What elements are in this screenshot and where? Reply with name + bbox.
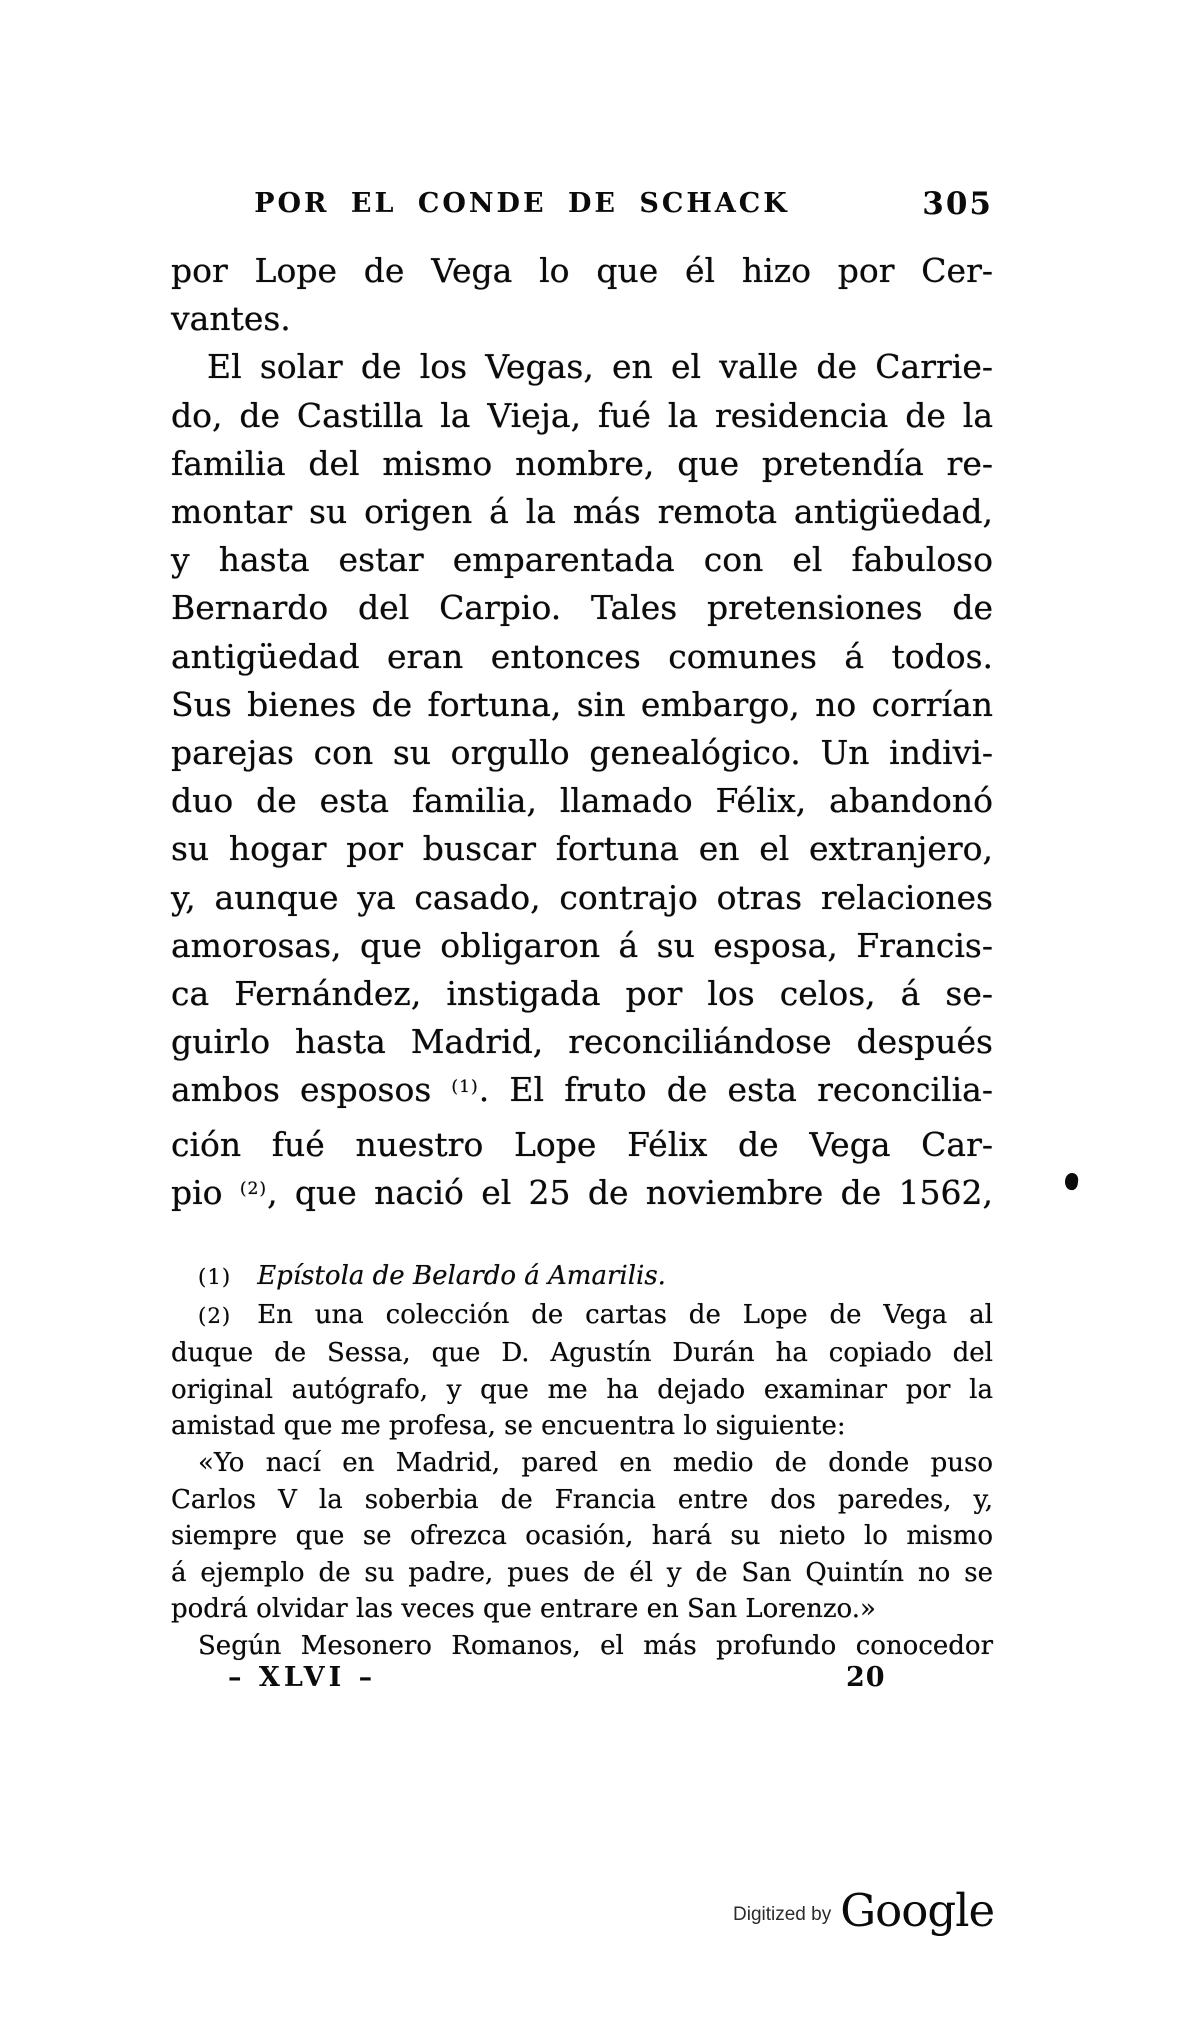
body-line: ca Fernández, instigada por los celos, á se- — [171, 974, 993, 1014]
footnote-line: á ejemplo de su padre, pues de él y de San Quintín no se — [171, 1557, 993, 1588]
body-line: parejas con su orgullo genealógico. Un indivi- — [171, 733, 993, 773]
digitization-watermark — [733, 1884, 994, 1937]
body-line: y, aunque ya casado, contrajo otras relaciones — [171, 877, 993, 917]
body-line: do, de Castilla la Vieja, fué la residencia de la — [171, 395, 993, 435]
body-line: familia del mismo nombre, que pretendía re- — [171, 443, 993, 483]
footnote-ref-2: (2) — [239, 1179, 268, 1200]
body-line: su hogar por buscar fortuna en el extranjero, — [171, 829, 993, 869]
body-line: El solar de los Vegas, en el valle de Carrie- — [207, 347, 993, 387]
footnote-ref-1: (1) — [451, 1077, 479, 1098]
footnote-line — [171, 1297, 993, 1336]
body-line: ción fué nuestro Lope Félix de Vega Car- — [171, 1124, 993, 1164]
page-footer — [171, 1662, 993, 1702]
body-line: guirlo hasta Madrid, reconciliándose después — [171, 1022, 993, 1062]
footnote-line: «Yo nací en Madrid, pared en medio de donde puso — [198, 1447, 993, 1478]
footnote-line — [171, 1258, 993, 1297]
footnote-line: podrá olvidar las veces que entrare en San Lorenzo.» — [171, 1594, 876, 1625]
body-line: Sus bienes de fortuna, sin embargo, no corrían — [171, 684, 993, 724]
google-logo: Google — [840, 1884, 995, 1937]
running-head-title: POR EL CONDE DE SCHACK — [254, 188, 790, 219]
signature-mark: – XLVI – — [228, 1662, 377, 1693]
body-line-text: . El fruto de esta reconcilia- — [478, 1070, 993, 1110]
sheet-number: 20 — [846, 1662, 886, 1693]
body-line-text: ambos esposos — [171, 1070, 452, 1110]
running-head — [171, 188, 993, 224]
body-line-text: , que nació el 25 de noviembre de 1562, — [267, 1172, 993, 1212]
footnote-text: En una colección de cartas de Lope de Vega al — [257, 1299, 993, 1330]
body-line: duo de esta familia, llamado Félix, abandonó — [171, 781, 993, 821]
body-line: Bernardo del Carpio. Tales pretensiones de — [171, 588, 993, 628]
body-line: y hasta estar emparentada con el fabuloso — [171, 540, 993, 580]
footnote-line: siempre que se ofrezca ocasión, hará su nieto lo mismo — [171, 1521, 993, 1552]
footnote-marker-2: (2) — [198, 1303, 232, 1329]
body-line — [171, 1066, 993, 1120]
page-number: 305 — [922, 186, 993, 222]
footnote-marker-1: (1) — [198, 1265, 232, 1290]
body-line: antigüedad eran entonces comunes á todos. — [171, 636, 993, 676]
body-line: vantes. — [171, 299, 291, 339]
digitized-by-label: Digitized by — [733, 1904, 832, 1925]
body-line: amorosas, que obligaron á su esposa, Francis- — [171, 925, 993, 965]
footnote-line: Según Mesonero Romanos, el más profundo conocedor — [198, 1630, 993, 1661]
footnote-line: duque de Sessa, que D. Agustín Durán ha copiado del — [171, 1338, 993, 1369]
body-line: por Lope de Vega lo que él hizo por Cer- — [171, 251, 993, 290]
body-line — [171, 1169, 993, 1223]
footnote-line: amistad que me profesa, se encuentra lo siguiente: — [171, 1411, 846, 1442]
body-text — [171, 247, 993, 1223]
body-line: montar su origen á la más remota antigüedad, — [171, 492, 993, 532]
footnote-line: Carlos V la soberbia de Francia entre dos paredes, y, — [171, 1484, 993, 1515]
ink-spot-artifact — [1064, 1172, 1079, 1191]
body-line-text: pio — [171, 1172, 240, 1212]
footnote-line: original autógrafo, y que me ha dejado examinar por la — [171, 1374, 993, 1405]
footnote-citation: Epístola de Belardo á Amarilis. — [257, 1261, 666, 1291]
footnotes-block — [171, 1258, 993, 1665]
